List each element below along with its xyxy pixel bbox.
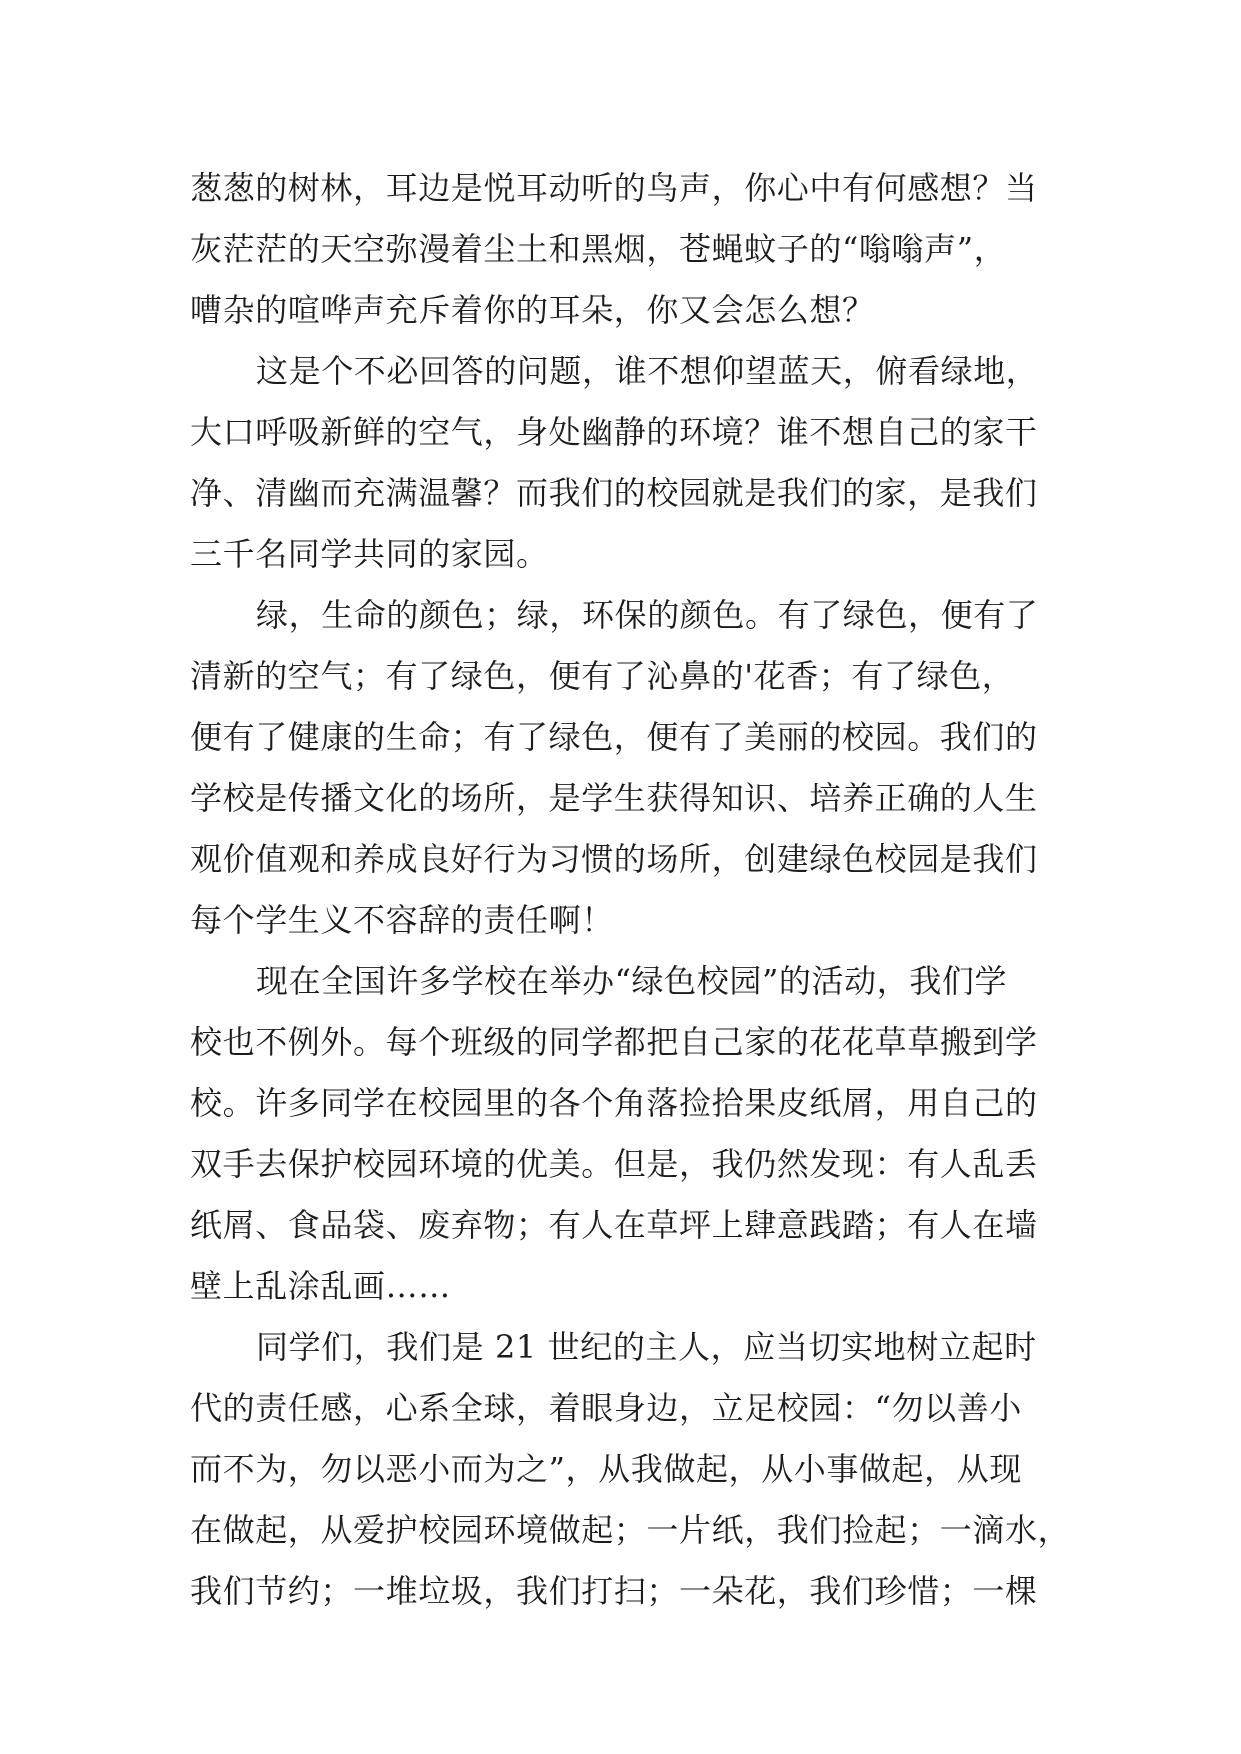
text-line: 净、清幽而充满温馨？而我们的校园就是我们的家，是我们 <box>190 474 1038 512</box>
text-line: 壁上乱涂乱画…… <box>190 1267 451 1305</box>
text-line: 清新的空气；有了绿色，便有了沁鼻的'花香；有了绿色， <box>190 657 1015 695</box>
body-text <box>190 158 1071 1622</box>
text-line: 每个学生义不容辞的责任啊！ <box>190 901 614 939</box>
text-line: 大口呼吸新鲜的空气，身处幽静的环境？谁不想自己的家干 <box>190 413 1038 451</box>
text-line: 在做起，从爱护校园环境做起；一片纸，我们捡起；一滴水， <box>190 1511 1071 1549</box>
paragraph-first-line: 现在全国许多学校在举办“绿色校园”的活动，我们学 <box>256 962 1008 1000</box>
text-line: 灰茫茫的天空弥漫着尘土和黑烟，苍蝇蚊子的“嗡嗡声”， <box>190 230 1007 268</box>
paragraph-first-line: 这是个不必回答的问题，谁不想仰望蓝天，俯看绿地， <box>256 352 1039 390</box>
paragraph-first-line: 绿，生命的颜色；绿，环保的颜色。有了绿色，便有了 <box>256 596 1039 634</box>
text-line: 而不为，勿以恶小而为之”，从我做起，从小事做起，从现 <box>190 1450 1022 1488</box>
text-line: 三千名同学共同的家园。 <box>190 535 549 573</box>
text-line: 纸屑、食品袋、废弃物；有人在草坪上肆意践踏；有人在墙 <box>190 1206 1038 1244</box>
text-line: 学校是传播文化的场所，是学生获得知识、培养正确的人生 <box>190 779 1038 817</box>
text-line: 便有了健康的生命；有了绿色，便有了美丽的校园。我们的 <box>190 718 1038 756</box>
text-line: 观价值观和养成良好行为习惯的场所，创建绿色校园是我们 <box>190 840 1038 878</box>
text-line: 葱葱的树林，耳边是悦耳动听的鸟声，你心中有何感想？当 <box>190 169 1038 207</box>
text-line: 校也不例外。每个班级的同学都把自己家的花花草草搬到学 <box>190 1023 1038 1061</box>
text-line: 我们节约；一堆垃圾，我们打扫；一朵花，我们珍惜；一棵 <box>190 1572 1038 1610</box>
text-line: 校。许多同学在校园里的各个角落捡拾果皮纸屑，用自己的 <box>190 1084 1038 1122</box>
text-line: 双手去保护校园环境的优美。但是，我仍然发现：有人乱丢 <box>190 1145 1038 1183</box>
paragraph-first-line: 同学们，我们是 21 世纪的主人，应当切实地树立起时 <box>256 1328 1037 1366</box>
text-line: 嘈杂的喧哗声充斥着你的耳朵，你又会怎么想？ <box>190 291 875 329</box>
text-line: 代的责任感，心系全球，着眼身边，立足校园：“勿以善小 <box>190 1389 1022 1427</box>
